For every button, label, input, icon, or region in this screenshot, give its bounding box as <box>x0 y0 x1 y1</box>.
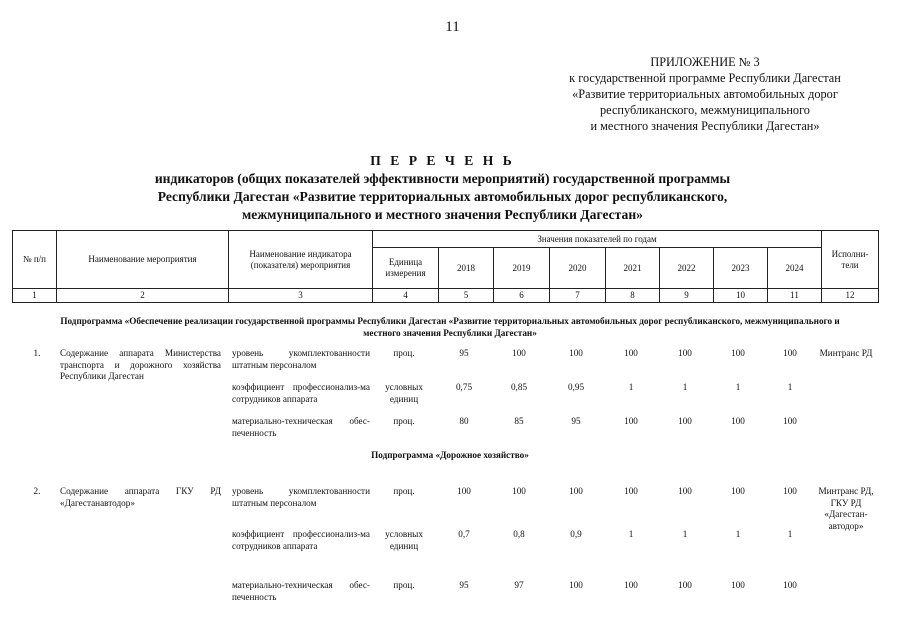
indicator-value: 95 <box>571 416 581 426</box>
subprogram-title: Подпрограмма «Дорожное хозяйство» <box>371 450 529 460</box>
indicator-value: 100 <box>783 486 797 496</box>
indicator-value: 95 <box>459 580 469 590</box>
indicator-value: 100 <box>678 416 692 426</box>
header-indicator: Наименование индикатора (показателя) мероприятия <box>229 231 373 289</box>
col-number: 6 <box>494 289 550 303</box>
executor: Минтранс РД <box>819 348 873 358</box>
col-number: 11 <box>768 289 822 303</box>
appendix-line: «Развитие территориальных автомобильных дорог <box>572 87 838 101</box>
appendix-line: к государственной программе Республики Дагестан <box>569 71 841 85</box>
indicator-value: 1 <box>628 382 634 392</box>
indicator-name: коэффициент профессионализ-ма сотрудников аппарата <box>232 382 370 404</box>
header-no: № п/п <box>13 231 57 289</box>
indicator-unit: проц. <box>393 348 415 358</box>
col-number: 3 <box>229 289 373 303</box>
header-year: 2018 <box>439 248 494 289</box>
indicator-value: 0,95 <box>567 382 585 392</box>
indicator-value: 1 <box>735 529 741 539</box>
row-number: 1. <box>33 348 41 358</box>
indicator-value: 100 <box>569 486 583 496</box>
header-year: 2020 <box>550 248 606 289</box>
col-number: 1 <box>13 289 57 303</box>
indicator-name: материально-техническая обес-печенность <box>232 580 370 602</box>
header-year: 2019 <box>494 248 550 289</box>
col-number: 8 <box>606 289 660 303</box>
indicator-value: 100 <box>512 486 526 496</box>
indicator-value: 100 <box>512 348 526 358</box>
col-number: 7 <box>550 289 606 303</box>
indicator-value: 100 <box>624 486 638 496</box>
event-name: Содержание аппарата Министерства транспорта и дорожного хозяйства Республики Дагестан <box>60 348 221 381</box>
document-heading <box>40 152 845 224</box>
indicator-value: 1 <box>682 382 688 392</box>
indicator-value: 97 <box>514 580 524 590</box>
header-year: 2022 <box>660 248 714 289</box>
indicator-value: 100 <box>678 580 692 590</box>
col-number: 4 <box>373 289 439 303</box>
indicator-value: 100 <box>678 348 692 358</box>
appendix-line: и местного значения Республики Дагестан» <box>590 119 820 133</box>
indicator-unit: условных единиц <box>385 529 423 551</box>
event-name: Содержание аппарата ГКУ РД «Дагестанавтодор» <box>60 486 221 508</box>
indicator-value: 100 <box>457 486 471 496</box>
header-year: 2021 <box>606 248 660 289</box>
indicator-value: 100 <box>731 580 745 590</box>
indicator-name: уровень укомплектованности штатным персоналом <box>232 486 370 508</box>
indicator-name: коэффициент профессионализ-ма сотрудников аппарата <box>232 529 370 551</box>
appendix-title: ПРИЛОЖЕНИЕ № 3 <box>650 55 760 69</box>
executor: Минтранс РД, ГКУ РД «Дагестан-автодор» <box>818 486 874 531</box>
header-values-group: Значения показателей по годам <box>373 231 822 248</box>
heading-word: П Е Р Е Ч Е Н Ь <box>370 153 515 168</box>
indicator-value: 100 <box>783 580 797 590</box>
header-executors: Исполни-тели <box>822 231 879 289</box>
header-unit: Единица измерения <box>373 248 439 289</box>
header-year: 2024 <box>768 248 822 289</box>
subprogram-title: Подпрограмма «Обеспечение реализации государственной программы Республики Дагестан «Развитие территориальных автомобильных дорог республиканского, межмуниципального и местного значения Республики Дагестан» <box>60 316 840 338</box>
col-number: 12 <box>822 289 879 303</box>
indicator-unit: проц. <box>393 416 415 426</box>
heading-line: межмуниципального и местного значения Республики Дагестан» <box>242 207 643 222</box>
indicator-value: 80 <box>459 416 469 426</box>
indicator-value: 100 <box>783 416 797 426</box>
page-number: 11 <box>445 19 460 35</box>
indicator-value: 100 <box>731 348 745 358</box>
indicator-value: 100 <box>783 348 797 358</box>
indicator-value: 1 <box>682 529 688 539</box>
indicator-value: 100 <box>624 416 638 426</box>
indicator-value: 0,85 <box>510 382 528 392</box>
indicator-value: 0,7 <box>458 529 470 539</box>
indicator-value: 100 <box>624 348 638 358</box>
col-number: 9 <box>660 289 714 303</box>
indicator-value: 100 <box>731 416 745 426</box>
indicator-value: 85 <box>514 416 524 426</box>
indicator-value: 100 <box>569 580 583 590</box>
indicator-value: 0,8 <box>513 529 525 539</box>
col-number: 5 <box>439 289 494 303</box>
heading-line: индикаторов (общих показателей эффективности мероприятий) государственной программы <box>154 171 731 186</box>
indicator-unit: проц. <box>393 580 415 590</box>
col-number: 10 <box>714 289 768 303</box>
indicator-name: материально-техническая обес-печенность <box>232 416 370 438</box>
indicator-name: уровень укомплектованности штатным персоналом <box>232 348 370 370</box>
indicators-table-header <box>12 230 879 303</box>
indicator-unit: условных единиц <box>385 382 423 404</box>
indicator-unit: проц. <box>393 486 415 496</box>
indicator-value: 0,9 <box>570 529 582 539</box>
heading-line: Республики Дагестан «Развитие территориальных автомобильных дорог республиканского, <box>157 189 728 204</box>
indicator-value: 100 <box>569 348 583 358</box>
indicator-value: 0,75 <box>455 382 473 392</box>
col-number: 2 <box>57 289 229 303</box>
appendix-line: республиканского, межмуниципального <box>600 103 810 117</box>
indicator-value: 1 <box>787 382 793 392</box>
indicator-value: 100 <box>624 580 638 590</box>
header-year: 2023 <box>714 248 768 289</box>
indicator-value: 1 <box>787 529 793 539</box>
indicator-value: 1 <box>735 382 741 392</box>
indicator-value: 100 <box>731 486 745 496</box>
indicator-value: 95 <box>459 348 469 358</box>
indicator-value: 1 <box>628 529 634 539</box>
appendix-block <box>540 54 870 134</box>
header-event: Наименование мероприятия <box>57 231 229 289</box>
row-number: 2. <box>33 486 41 496</box>
indicator-value: 100 <box>678 486 692 496</box>
